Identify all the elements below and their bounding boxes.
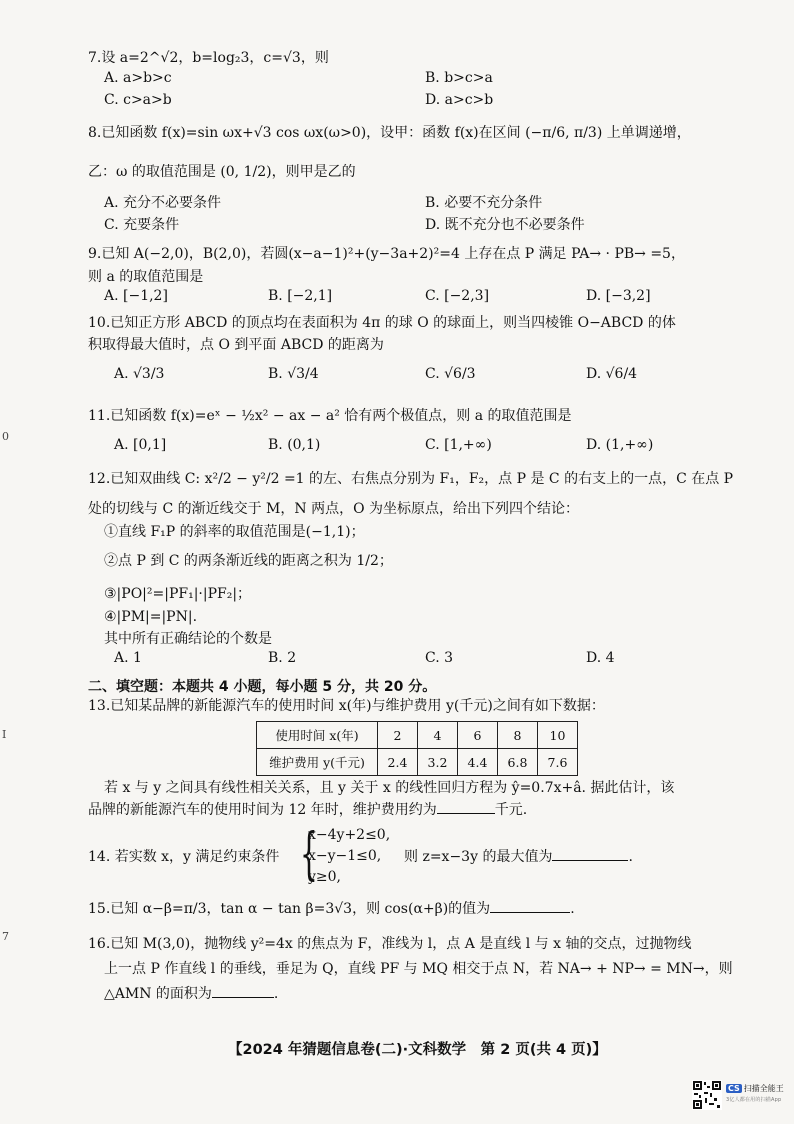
q9-option-d: D. [−3,2] bbox=[586, 288, 651, 304]
margin-mark: 0 bbox=[2, 430, 9, 443]
table-cell: 10 bbox=[538, 722, 578, 749]
q16-end: . bbox=[273, 986, 279, 1002]
q7-stem: 7.设 a=2^√2，b=log₂3，c=√3，则 bbox=[88, 50, 329, 66]
q14-prefix: 14. 若实数 x，y 满足约束条件 bbox=[88, 849, 280, 865]
q12-option-c: C. 3 bbox=[425, 650, 454, 666]
q8-stem-line2: 乙：ω 的取值范围是 (0, 1/2)，则甲是乙的 bbox=[88, 164, 356, 180]
table-cell: 8 bbox=[498, 722, 538, 749]
q10-stem-line1: 10.已知正方形 ABCD 的顶点均在表面积为 4π 的球 O 的球面上，则当四棱锥 O−ABCD 的体 bbox=[88, 315, 676, 331]
q8-option-c: C. 充要条件 bbox=[104, 217, 180, 233]
q12-option-a: A. 1 bbox=[114, 650, 142, 666]
q7-option-d: D. a>c>b bbox=[425, 92, 494, 108]
q8-option-b: B. 必要不充分条件 bbox=[425, 195, 543, 211]
scanner-sublabel: 3亿人都在用的扫描App bbox=[726, 1097, 782, 1103]
q13-line2-text: 品牌的新能源汽车的使用时间为 12 年时，维护费用约为 bbox=[88, 802, 437, 818]
brace-symbol: { bbox=[300, 822, 318, 887]
q13-line2 bbox=[88, 799, 527, 821]
q14-suffix bbox=[404, 846, 633, 868]
q12-statement-3: ③|PO|²=|PF₁|·|PF₂|； bbox=[104, 586, 252, 602]
q7-option-a: A. a>b>c bbox=[104, 70, 172, 86]
q12-option-d: D. 4 bbox=[586, 650, 615, 666]
q12-statement-4: ④|PM|=|PN|. bbox=[104, 609, 198, 625]
page-footer: 【2024 年猜题信息卷(二)·文科数学 第 2 页(共 4 页)】 bbox=[228, 1042, 607, 1058]
table-row-header: 维护费用 y(千元) bbox=[257, 749, 378, 776]
table-row-header: 使用时间 x(年) bbox=[257, 722, 378, 749]
q13-line1: 若 x 与 y 之间具有线性相关关系，且 y 关于 x 的线性回归方程为 ŷ=0.7x+â. 据此估计，该 bbox=[104, 780, 675, 796]
q14-end: . bbox=[628, 849, 633, 865]
q16-stem-line3 bbox=[104, 983, 278, 1005]
table-cell: 6.8 bbox=[498, 749, 538, 776]
table-cell: 3.2 bbox=[418, 749, 458, 776]
q9-option-c: C. [−2,3] bbox=[425, 288, 490, 304]
table-cell: 4.4 bbox=[458, 749, 498, 776]
q15-stem-text: 15.已知 α−β=π/3，tan α − tan β=3√3，则 cos(α+β)的值为 bbox=[88, 901, 491, 917]
q7-option-b: B. b>c>a bbox=[425, 70, 493, 86]
q9-option-b: B. [−2,1] bbox=[268, 288, 333, 304]
q10-option-b: B. √3/4 bbox=[268, 366, 319, 382]
q12-stem-line2: 处的切线与 C 的渐近线交于 M，N 两点，O 为坐标原点，给出下列四个结论： bbox=[88, 501, 580, 517]
table-row bbox=[257, 722, 578, 749]
q12-statement-1: ①直线 F₁P 的斜率的取值范围是(−1,1)； bbox=[104, 524, 365, 540]
q16-stem3-text: △AMN 的面积为 bbox=[104, 986, 212, 1002]
q15-end: . bbox=[570, 901, 575, 917]
q15-stem bbox=[88, 898, 575, 920]
q14-constraint-1: x−4y+2≤0, bbox=[308, 827, 391, 843]
q7-option-c: C. c>a>b bbox=[104, 92, 172, 108]
table-cell: 7.6 bbox=[538, 749, 578, 776]
q12-statement-2: ②点 P 到 C 的两条渐近线的距离之积为 1/2； bbox=[104, 553, 393, 569]
section-heading-fill-in: 二、填空题：本题共 4 小题，每小题 5 分，共 20 分。 bbox=[88, 679, 437, 695]
q11-option-c: C. [1,+∞) bbox=[425, 437, 492, 453]
margin-mark: 7 bbox=[2, 930, 9, 943]
q8-option-a: A. 充分不必要条件 bbox=[104, 195, 222, 211]
table-cell: 2 bbox=[378, 722, 418, 749]
q9-stem-line2: 则 a 的取值范围是 bbox=[88, 269, 204, 285]
q9-option-a: A. [−1,2] bbox=[104, 288, 168, 304]
table-cell: 2.4 bbox=[378, 749, 418, 776]
answer-blank[interactable] bbox=[490, 900, 570, 913]
q16-stem-line2: 上一点 P 作直线 l 的垂线，垂足为 Q，直线 PF 与 MQ 相交于点 N，若 NA→ + NP→ = MN→，则 bbox=[104, 961, 733, 977]
scanner-watermark bbox=[726, 1083, 784, 1103]
scanner-label: 扫描全能王 bbox=[743, 1084, 784, 1093]
q9-stem-line1: 9.已知 A(−2,0)，B(2,0)，若圆(x−a−1)²+(y−3a+2)²=4 上存在点 P 满足 PA→ · PB→ =5， bbox=[88, 246, 685, 262]
q16-stem-line1: 16.已知 M(3,0)，抛物线 y²=4x 的焦点为 F，准线为 l，点 A 是直线 l 与 x 轴的交点，过抛物线 bbox=[88, 936, 692, 952]
margin-mark: I bbox=[2, 728, 7, 741]
q14-constraint-3: y≥0, bbox=[308, 869, 341, 885]
q11-stem: 11.已知函数 f(x)=eˣ − ½x² − ax − a² 恰有两个极值点，则 a 的取值范围是 bbox=[88, 408, 572, 424]
q12-question: 其中所有正确结论的个数是 bbox=[104, 631, 272, 647]
q12-stem-line1: 12.已知双曲线 C: x²/2 − y²/2 =1 的左、右焦点分别为 F₁，F₂，点 P 是 C 的右支上的一点，C 在点 P bbox=[88, 471, 734, 487]
table-cell: 6 bbox=[458, 722, 498, 749]
q13-data-table bbox=[256, 721, 578, 776]
q10-option-a: A. √3/3 bbox=[114, 366, 165, 382]
q14-constraint-2: x−y−1≤0, bbox=[308, 848, 382, 864]
q11-option-a: A. [0,1] bbox=[114, 437, 167, 453]
q10-option-d: D. √6/4 bbox=[586, 366, 638, 382]
q13-line2-unit: 千元. bbox=[494, 802, 528, 818]
table-row bbox=[257, 749, 578, 776]
scanner-logo-icon: CS bbox=[728, 1084, 740, 1093]
q8-option-d: D. 既不充分也不必要条件 bbox=[425, 217, 585, 233]
q8-stem-line1: 8.已知函数 f(x)=sin ωx+√3 cos ωx(ω>0)，设甲：函数 f(x)在区间 (−π/6, π/3) 上单调递增， bbox=[88, 125, 691, 141]
table-cell: 4 bbox=[418, 722, 458, 749]
q10-stem-line2: 积取得最大值时，点 O 到平面 ABCD 的距离为 bbox=[88, 337, 384, 353]
answer-blank[interactable] bbox=[212, 985, 274, 998]
q11-option-b: B. (0,1) bbox=[268, 437, 321, 453]
q10-option-c: C. √6/3 bbox=[425, 366, 476, 382]
q11-option-d: D. (1,+∞) bbox=[586, 437, 654, 453]
q14-suffix-text: 则 z=x−3y 的最大值为 bbox=[404, 849, 553, 865]
answer-blank[interactable] bbox=[437, 801, 495, 814]
qr-code-icon bbox=[692, 1080, 722, 1110]
q12-option-b: B. 2 bbox=[268, 650, 297, 666]
q13-stem: 13.已知某品牌的新能源汽车的使用时间 x(年)与维护费用 y(千元)之间有如下数据： bbox=[88, 698, 605, 714]
answer-blank[interactable] bbox=[552, 848, 628, 861]
